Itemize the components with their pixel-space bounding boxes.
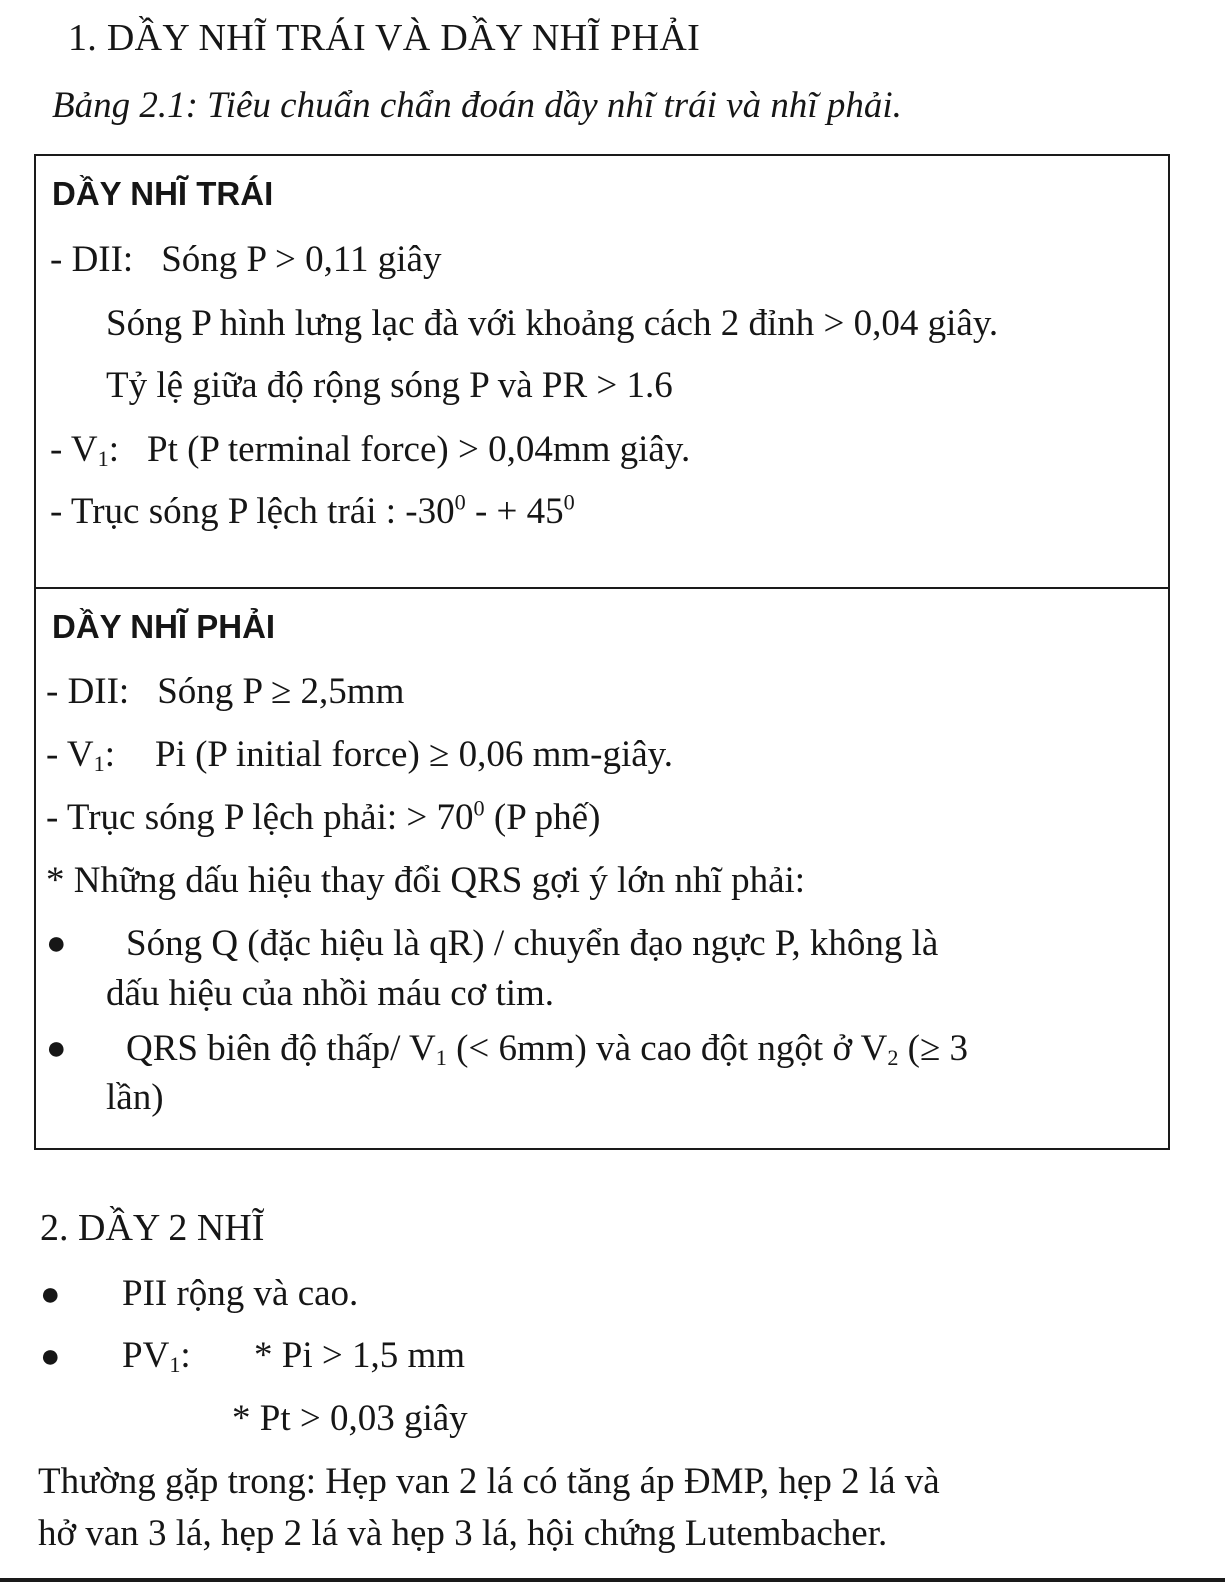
s2-bullet-2-criterion-1: * Pi > 1,5 mm <box>254 1335 466 1376</box>
s2-bullet-2-criterion-2: * Pt > 0,03 giây <box>232 1398 468 1439</box>
ra-bullet-1-line-2: dấu hiệu của nhồi máu cơ tim. <box>106 973 555 1014</box>
table-divider <box>34 587 1170 589</box>
table-caption: Bảng 2.1: Tiêu chuẩn chẩn đoán dầy nhĩ trái và nhĩ phải. <box>52 85 902 126</box>
section-2-heading: 2. DẦY 2 NHĨ <box>40 1207 265 1249</box>
bullet-icon: ● <box>46 1030 67 1067</box>
s2-bullet-2-lead: $PV_1$: <box>122 1335 191 1377</box>
la-criterion-5: - Trục sóng P lệch trái : $-30^0$ - + $45^0$ <box>50 489 575 532</box>
bullet-icon: ● <box>40 1276 61 1313</box>
ra-qrs-signs-heading: * Những dấu hiệu thay đổi QRS gợi ý lớn nhĩ phải: <box>46 860 806 901</box>
la-criterion-4-text: Pt (P terminal force) > 0,04mm giây. <box>147 429 691 470</box>
bullet-icon: ● <box>40 1338 61 1375</box>
ra-criterion-1 <box>46 670 404 714</box>
s2-paragraph-line-1: Thường gặp trong: Hẹp van 2 lá có tăng áp ĐMP, hẹp 2 lá và <box>38 1461 940 1502</box>
ra-criterion-2 <box>46 733 673 777</box>
la-criterion-3: Tỷ lệ giữa độ rộng sóng P và PR > 1.6 <box>106 365 673 406</box>
la-criterion-4-lead: - $V_1$: <box>50 429 119 471</box>
s2-paragraph-line-2: hở van 3 lá, hẹp 2 lá và hẹp 3 lá, hội chứng Lutembacher. <box>38 1513 888 1554</box>
la-criterion-1 <box>50 238 441 282</box>
page-bottom-rule <box>0 1578 1225 1582</box>
ra-criterion-2-lead: - $V_1$: <box>46 734 115 776</box>
ra-criterion-1-text: Sóng P ≥ 2,5mm <box>157 671 405 712</box>
ra-bullet-2-line-2: lần) <box>106 1077 164 1118</box>
ra-criterion-2-text: Pi (P initial force) ≥ 0,06 mm-giây. <box>155 734 673 775</box>
bullet-icon: ● <box>46 925 67 962</box>
ra-criterion-3: - Trục sóng P lệch phải: > $70^0$ (P phế) <box>46 795 601 838</box>
s2-bullet-1: PII rộng và cao. <box>122 1273 359 1314</box>
la-criterion-1-lead: - DII: <box>50 239 134 280</box>
right-atrium-title: DẦY NHĨ PHẢI <box>52 608 276 645</box>
la-criterion-2: Sóng P hình lưng lạc đà với khoảng cách 2 đỉnh > 0,04 giây. <box>106 303 999 344</box>
left-atrium-title: DẦY NHĨ TRÁI <box>52 175 274 212</box>
la-criterion-4 <box>50 428 690 472</box>
ra-bullet-2-line-1: QRS biên độ thấp/ $V_1$ (< 6mm) và cao đột ngột ở $V_2$ (≥ 3 <box>126 1028 969 1070</box>
ra-criterion-1-lead: - DII: <box>46 671 130 712</box>
section-1-heading: 1. DẦY NHĨ TRÁI VÀ DẦY NHĨ PHẢI <box>68 17 701 59</box>
ra-bullet-1-line-1: Sóng Q (đặc hiệu là qR) / chuyển đạo ngực P, không là <box>126 923 939 964</box>
la-criterion-1-text: Sóng P > 0,11 giây <box>161 239 442 280</box>
